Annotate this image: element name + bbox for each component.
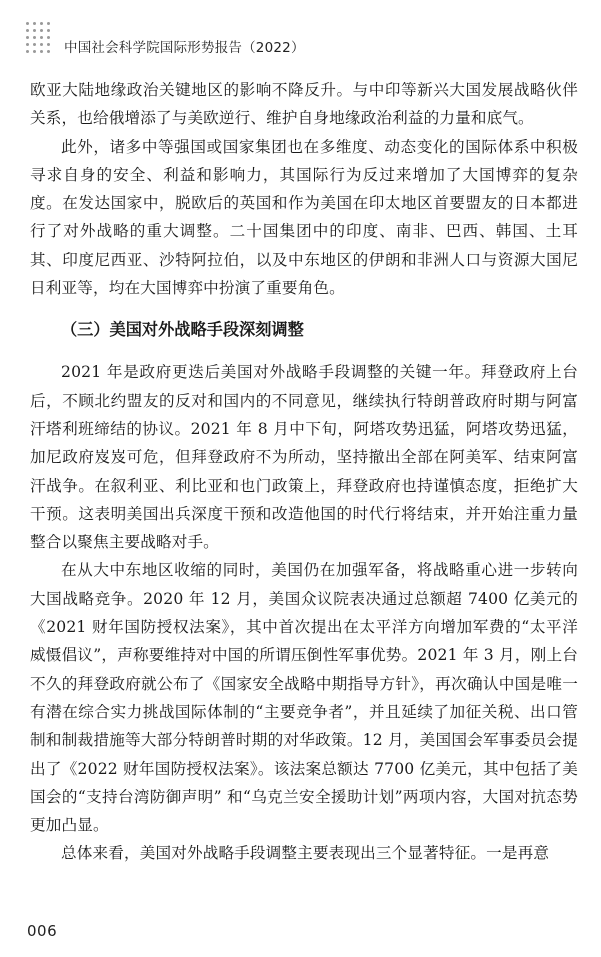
grid-dot — [33, 43, 36, 46]
grid-dot — [26, 43, 29, 46]
paragraph-continued: 欧亚大陆地缘政治关键地区的影响不降反升。与中印等新兴大国发展战略伙伴关系，也给俄增添了与美欧逆行、维护自身地缘政治利益的力量和底气。 — [30, 81, 578, 128]
grid-dot — [26, 29, 29, 32]
grid-dot — [26, 50, 29, 53]
grid-dot — [47, 43, 50, 46]
grid-dot — [47, 36, 50, 39]
grid-dot — [26, 36, 29, 39]
page-body — [30, 76, 578, 868]
paragraph: 此外，诸多中等强国或国家集团也在多维度、动态变化的国际体系中积极寻求自身的安全、利益和影响力，其国际行为反过来增加了大国博弈的复杂度。在发达国家中，脱欧后的英国和作为美国在印太地区首要盟友的日本都进行了对外战略的重大调整。二十国集团中的印度、南非、巴西、韩国、土耳其、印度尼西亚、沙特阿拉伯，以及中东地区的伊朗和非洲人口与资源大国尼日利亚等，均在大国博弈中扮演了重要角色。 — [30, 137, 578, 298]
grid-dot — [33, 36, 36, 39]
grid-dot — [40, 29, 43, 32]
grid-dot — [26, 22, 29, 25]
grid-dot — [47, 50, 50, 53]
grid-dot — [47, 22, 50, 25]
paragraph-continues: 总体来看，美国对外战略手段调整主要表现出三个显著特征。一是再意 — [61, 844, 550, 863]
grid-dot — [33, 50, 36, 53]
running-header — [26, 22, 586, 62]
dot-grid-icon — [26, 22, 54, 58]
grid-dot — [40, 22, 43, 25]
grid-dot — [47, 29, 50, 32]
page-number: 006 — [27, 922, 58, 940]
section-heading: （三）美国对外战略手段深刻调整 — [61, 320, 304, 340]
grid-dot — [33, 29, 36, 32]
grid-dot — [40, 36, 43, 39]
grid-dot — [33, 22, 36, 25]
paragraph: 2021 年是政府更迭后美国对外战略手段调整的关键一年。拜登政府上台后，不顾北约盟友的反对和国内的不同意见，继续执行特朗普政府时期与阿富汗塔利班缔结的协议。2021 年 8 月中下旬，阿塔攻势迅猛，阿塔攻势迅猛，加尼政府岌岌可危，但拜登政府不为所动，坚持撤出全部在阿美军、结束阿富汗战争。在叙利亚、利比亚和也门政策上，拜登政府也持谨慎态度，拒绝扩大干预。这表明美国出兵深度干预和改造他国的时代行将结束，并开始注重力量整合以聚焦主要战略对手。 — [30, 363, 578, 552]
paragraph: 在从大中东地区收缩的同时，美国仍在加强军备，将战略重心进一步转向大国战略竞争。2020 年 12 月，美国众议院表决通过总额超 7400 亿美元的《2021 财年国防授权法案》，其中首次提出在太平洋方向增加军费的“太平洋威慑倡议”，声称要维持对中国的所谓压倒性军事优势。2021 年 3 月，刚上台不久的拜登政府就公布了《国家安全战略中期指导方针》，再次确认中国是唯一有潜在综合实力挑战国际体制的“主要竞争者”，并且延续了加征关税、出口管制和制裁措施等大部分特朗普时期的对华政策。12 月，美国国会军事委员会提出了《2022 财年国防授权法案》。该法案总额达 7700 亿美元，其中包括了美国会的“支持台湾防御声明” 和“乌克兰安全援助计划”两项内容，大国对抗态势更加凸显。 — [30, 561, 578, 835]
grid-dot — [40, 43, 43, 46]
running-title: 中国社会科学院国际形势报告（2022） — [64, 40, 305, 56]
grid-dot — [40, 50, 43, 53]
